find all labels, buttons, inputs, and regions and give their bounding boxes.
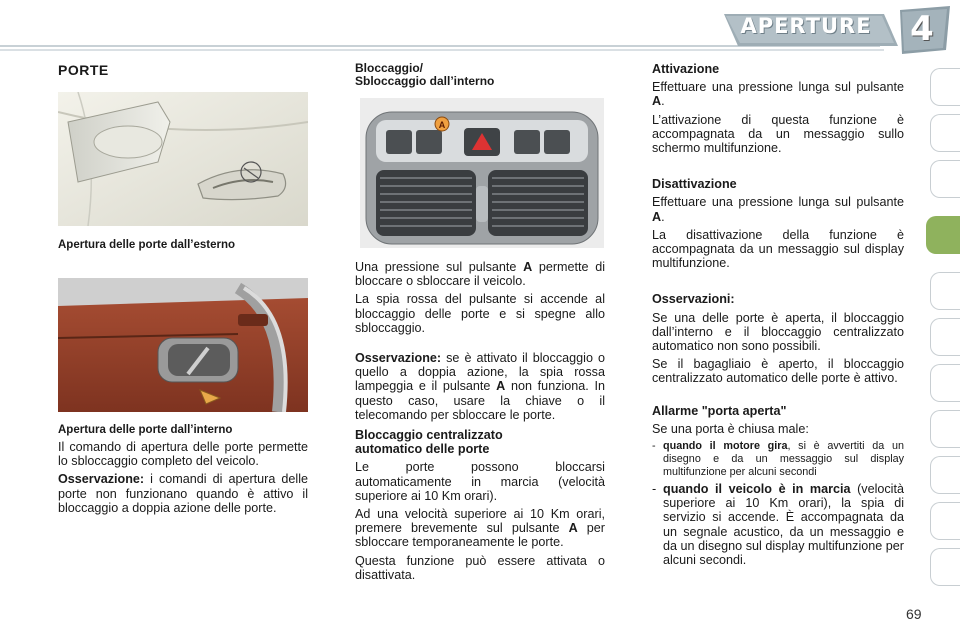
exterior-caption: Apertura delle porte dall’esterno: [58, 239, 236, 251]
chapter-tab[interactable]: [930, 318, 960, 356]
heading: Disattivazione: [652, 177, 737, 192]
dashboard-lock-button-photo: [360, 98, 604, 248]
text: .: [661, 209, 665, 224]
text: Ad una velocità superiore ai 10 Km orari, premere brevemente sul pulsante: [355, 507, 605, 536]
page-number: 69: [906, 606, 922, 622]
chapter-tab[interactable]: [930, 502, 960, 540]
column-2-body: [355, 260, 605, 586]
text: .: [661, 94, 665, 109]
heading-line: Sbloccaggio dall’interno: [355, 74, 495, 88]
text: per sbloccare temporaneamente le porte.: [355, 521, 606, 550]
paragraph: Questa funzione può essere attivata o disattivata.: [355, 553, 605, 582]
list-dash: -: [652, 482, 657, 497]
note-text: i comandi di apertura delle porte non funzionano quando è attivo il bloccaggio a doppia azione delle porte.: [58, 472, 308, 515]
button-key: A: [523, 260, 533, 274]
chapter-tab[interactable]: [930, 364, 960, 402]
text: permette di bloccare o sbloccare il veicolo.: [355, 260, 606, 289]
text: Effettuare una pressione lunga sul pulsante: [652, 80, 904, 95]
paragraph: [355, 507, 605, 550]
paragraph: La disattivazione della funzione è accompagnata da un messaggio sul display multifunzione.: [652, 227, 904, 271]
column-3: [652, 62, 904, 567]
chapter-tab[interactable]: [930, 114, 960, 152]
exterior-door-handle-photo: [58, 92, 308, 226]
text: Una pressione sul pulsante: [355, 260, 524, 274]
column-2: [355, 62, 605, 92]
button-key: A: [496, 379, 506, 394]
text: se è attivato il bloccaggio o quello a doppia azione, la spia rossa lampeggia e il pulsante: [355, 351, 605, 394]
note-label: Osservazione:: [58, 472, 145, 487]
chapter-tab[interactable]: [930, 160, 960, 198]
paragraph: [652, 195, 904, 223]
chapter-tab[interactable]: [930, 548, 960, 586]
list-item-lead: quando il veicolo è in marcia: [663, 482, 851, 497]
paragraph: Le porte possono bloccarsi automaticamente in marcia (velocità superiore ai 10 Km orari).: [355, 460, 605, 503]
chapter-tab-active[interactable]: [926, 216, 960, 254]
list-item: [652, 440, 904, 479]
paragraph: La spia rossa del pulsante si accende al bloccaggio delle porte e si spegne allo sbloccaggio.: [355, 292, 605, 335]
list-item-text: (velocità superiore ai 10 Km orari), la spia di servizio si accende. È accompagnata da un segnale acustico, da un messaggio e da un disegno sul display multifunzione per alcuni secondi.: [663, 482, 904, 568]
button-key: A: [652, 209, 662, 224]
paragraph: Se il bagagliaio è aperto, il bloccaggio centralizzato automatico delle porte è attivo.: [652, 357, 904, 386]
list-dash: -: [652, 440, 656, 453]
note-label: Osservazione:: [355, 351, 442, 366]
paragraph: [58, 472, 308, 515]
paragraph: Il comando di apertura delle porte permette lo sbloccaggio completo del veicolo.: [58, 440, 308, 469]
text: non funziona. In questo caso, usare la chiave o il telecomando per sbloccare le porte.: [355, 379, 606, 422]
paragraph: [652, 80, 904, 108]
heading: Allarme "porta aperta": [652, 403, 787, 418]
section-title: PORTE: [58, 62, 109, 78]
list-item: [652, 482, 904, 567]
chapter-tab[interactable]: [930, 410, 960, 448]
interior-caption: Apertura delle porte dall’interno: [58, 424, 233, 436]
heading: Osservazioni:: [652, 292, 735, 307]
chapter-title: APERTURE: [740, 14, 872, 38]
heading-line: Bloccaggio/: [355, 61, 424, 75]
text: Effettuare una pressione lunga sul pulsante: [652, 195, 904, 210]
heading: Attivazione: [652, 62, 720, 76]
heading-line: automatico delle porte: [355, 442, 490, 457]
paragraph: Se una porta è chiusa male:: [652, 421, 809, 436]
list-item-lead: quando il motore gira: [663, 440, 788, 453]
button-key: A: [568, 521, 578, 536]
chapter-tab[interactable]: [930, 456, 960, 494]
button-a-label: A: [438, 120, 446, 130]
column-1: [58, 440, 308, 519]
heading: [355, 62, 605, 88]
paragraph: [355, 260, 605, 288]
paragraph: L’attivazione di questa funzione è accompagnata da un messaggio sullo schermo multifunzione.: [652, 112, 904, 156]
chapter-tab[interactable]: [930, 272, 960, 310]
paragraph: Se una delle porte è aperta, il bloccaggio dall’interno e il bloccaggio centralizzato automatico non sono possibili.: [652, 310, 904, 354]
heading: [355, 428, 605, 456]
chapter-banner: [0, 0, 960, 58]
heading-line: Bloccaggio centralizzato: [355, 428, 503, 443]
chapter-tabs: [926, 68, 960, 616]
chapter-number: 4: [910, 9, 934, 49]
list-item-text: , si è avvertiti da un disegno e da un messaggio sul display multifunzione per alcuni secondi: [663, 440, 904, 479]
interior-door-handle-photo: [58, 278, 308, 412]
button-key: A: [652, 94, 662, 109]
chapter-tab[interactable]: [930, 68, 960, 106]
paragraph: [355, 351, 605, 422]
